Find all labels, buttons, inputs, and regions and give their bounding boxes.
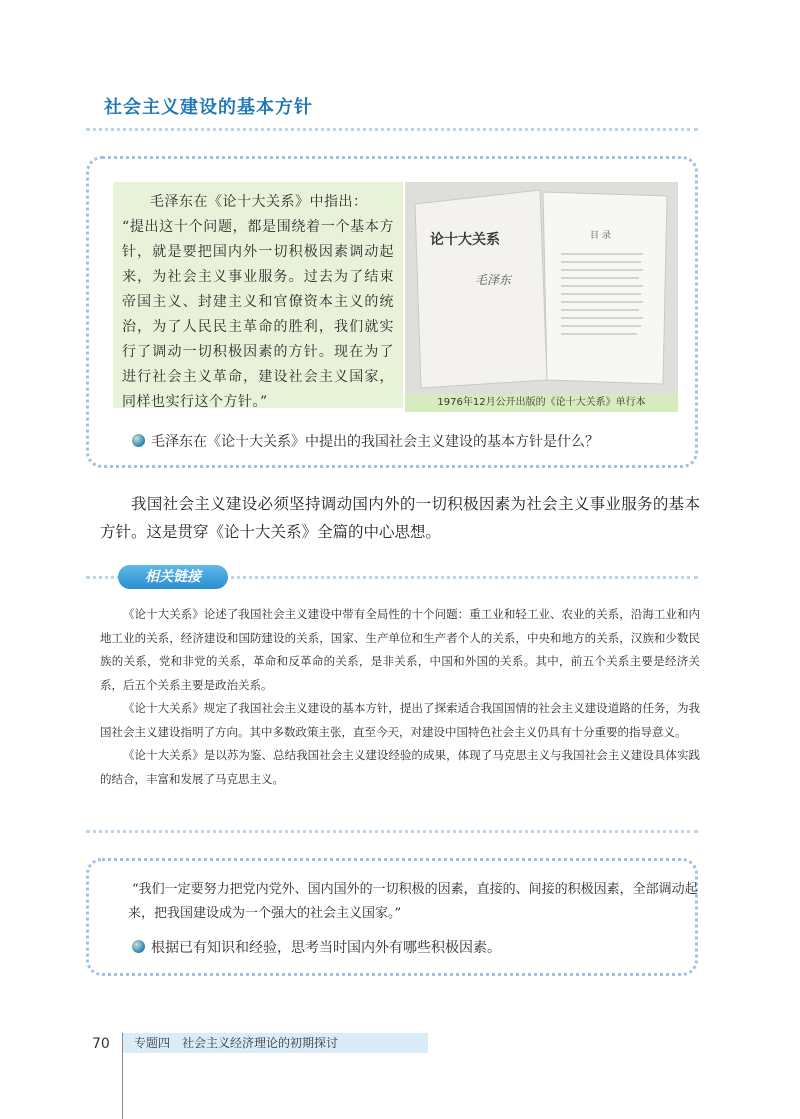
book-photo: [405, 182, 678, 394]
quote-question: [132, 432, 599, 452]
photo-caption: 1976年12月公开出版的《论十大关系》单行本: [405, 394, 678, 412]
bottom-question-text: 根据已有知识和经验，思考当时国内外有哪些积极因素。: [151, 940, 501, 956]
book-cover-title: 论十大关系: [430, 232, 500, 248]
question-icon: [132, 940, 145, 953]
title-divider: [86, 128, 698, 131]
page-number: 70: [92, 1036, 110, 1052]
related-paragraph: 《论十大关系》论述了我国社会主义建设中带有全局性的十个问题：重工业和轻工业、农业的关系，沿海工业和内地工业的关系，经济建设和国防建设的关系，国家、生产单位和生产者个人的关系，中央和地方的关系，汉族和少数民族的关系，党和非党的关系，革命和反革命的关系，是非关系，中国和外国的关系。其中，前五个关系主要是经济关系，后五个关系主要是政治关系。: [100, 607, 700, 692]
related-link-body: [100, 603, 700, 791]
book-illustration: [405, 182, 678, 394]
footer-vertical-rule: [122, 1033, 123, 1119]
quote-intro: 毛泽东在《论十大关系》中指出：: [150, 194, 368, 210]
related-link-tag: 相关链接: [118, 565, 228, 589]
bottom-question: [132, 938, 501, 958]
book-toc-header: 目 录: [590, 231, 611, 241]
bottom-quote: “我们一定要努力把党内党外、国内国外的一切积极的因素，直接的、间接的积极因素，全部调动起来，把我国建设成为一个强大的社会主义国家。”: [128, 882, 698, 921]
book-cover-signature: 毛泽东: [475, 273, 512, 287]
mao-quote: [122, 190, 394, 415]
related-end-divider: [86, 830, 698, 833]
question-icon: [132, 434, 145, 447]
main-paragraph: 我国社会主义建设必须坚持调动国内外的一切积极因素为社会主义事业服务的基本方针。这是贯穿《论十大关系》全篇的中心思想。: [100, 495, 700, 541]
section-title: 社会主义建设的基本方针: [104, 97, 313, 118]
related-paragraph: 《论十大关系》规定了我国社会主义建设的基本方针，提出了探索适合我国国情的社会主义建设道路的任务，为我国社会主义建设指明了方向。其中多数政策主张，直至今天，对建设中国特色社会主义仍具有十分重要的指导意义。: [100, 701, 700, 739]
quote-body: “提出这十个问题，都是围绕着一个基本方针，就是要把国内外一切积极因素调动起来，为社会主义事业服务。过去为了结束帝国主义、封建主义和官僚资本主义的统治，为了人民民主革命的胜利，我们就实行了调动一切积极因素的方针。现在为了进行社会主义革命，建设社会主义国家，同样也实行这个方针。”: [122, 219, 394, 410]
related-paragraph: 《论十大关系》是以苏为鉴、总结我国社会主义建设经验的成果，体现了马克思主义与我国社会主义建设具体实践的结合，丰富和发展了马克思主义。: [100, 748, 700, 786]
chapter-title: 专题四 社会主义经济理论的初期探讨: [134, 1036, 339, 1050]
quote-question-text: 毛泽东在《论十大关系》中提出的我国社会主义建设的基本方针是什么？: [151, 434, 599, 450]
